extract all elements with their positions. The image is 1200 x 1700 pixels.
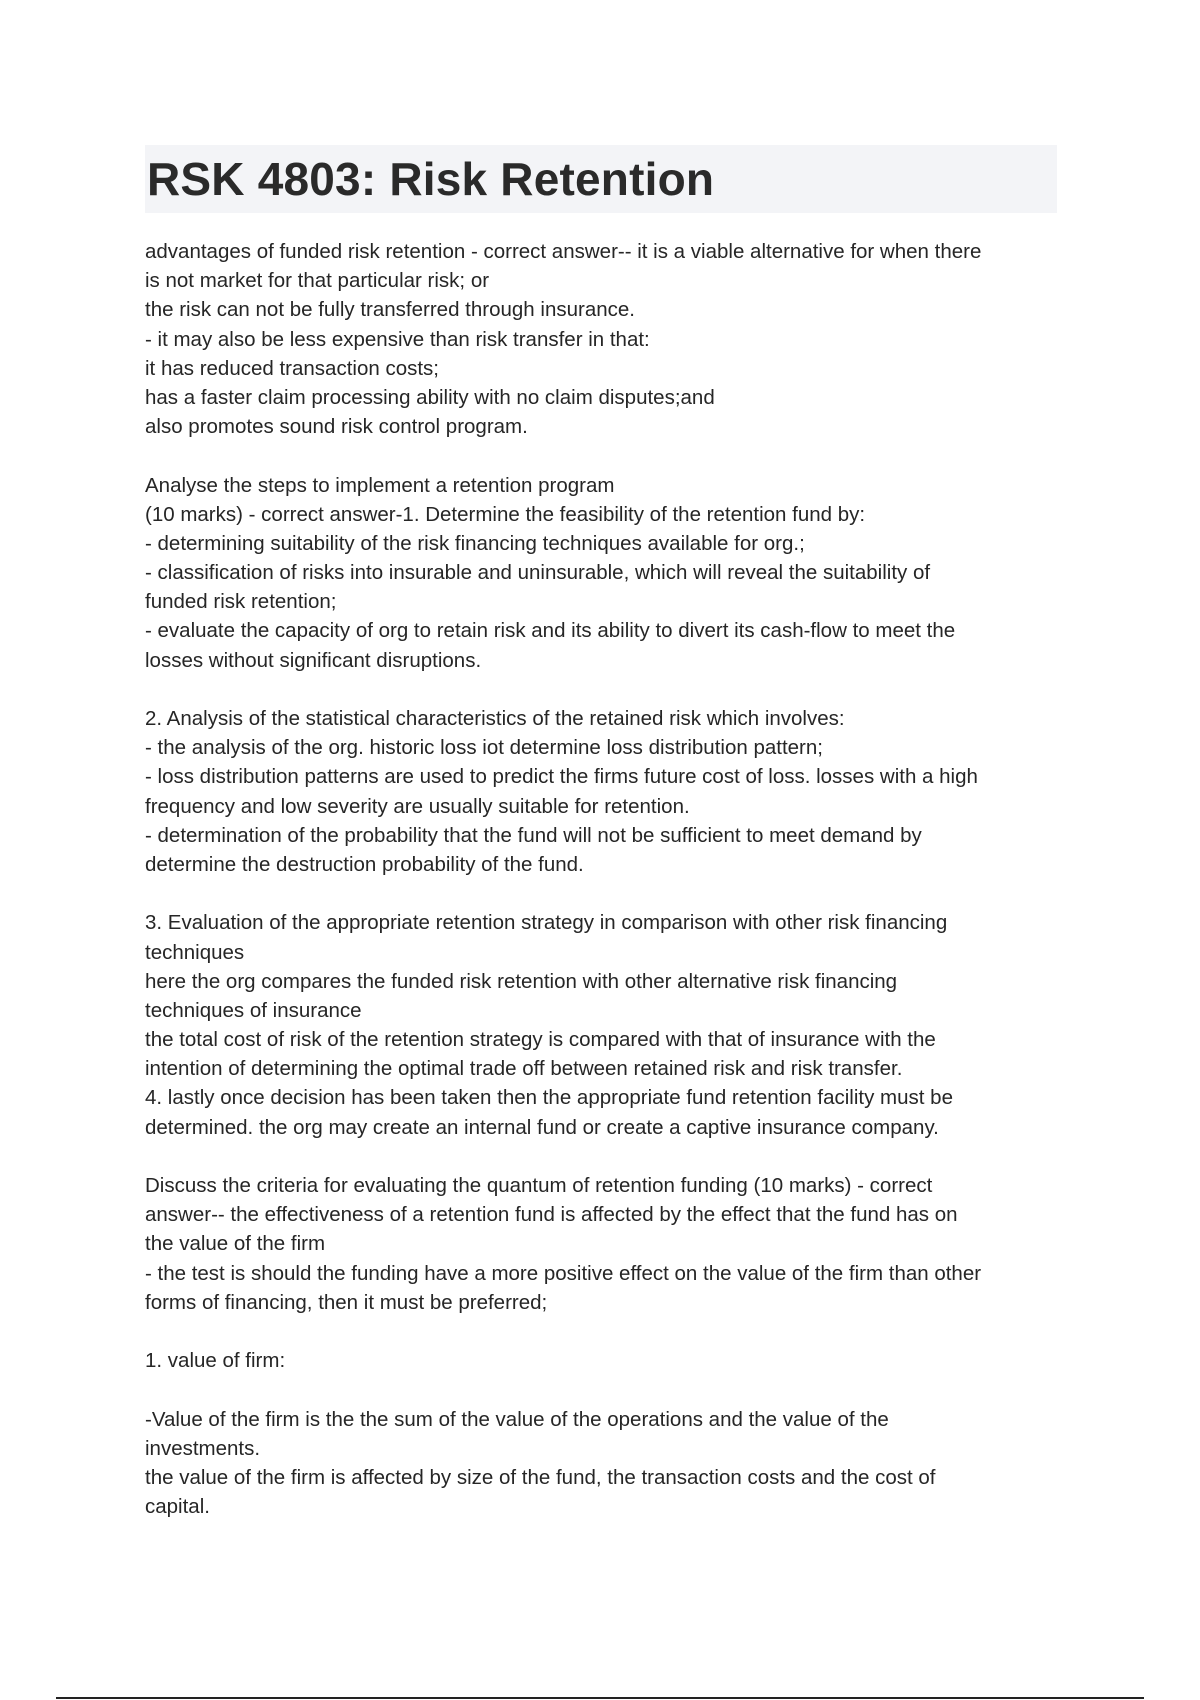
text-line: Discuss the criteria for evaluating the quantum of retention funding (10 marks) - correct: [145, 1174, 933, 1197]
text-line: (10 marks) - correct answer-1. Determine the feasibility of the retention fund by:: [145, 502, 866, 526]
text-line: advantages of funded risk retention - correct answer-- it is a viable alternative for when there: [145, 240, 982, 263]
text-line: -Value of the firm is the the sum of the value of the operations and the value of the: [145, 1407, 889, 1431]
text-line: 4. lastly once decision has been taken then the appropriate fund retention facility must be: [145, 1086, 953, 1110]
text-line: here the org compares the funded risk retention with other alternative risk financing: [145, 969, 898, 993]
text-line: - classification of risks into insurable and uninsurable, which will reveal the suitability of: [145, 561, 931, 585]
text-line: the value of the firm: [145, 1232, 326, 1256]
document-body: [145, 237, 1065, 1521]
text-line: capital.: [145, 1495, 210, 1519]
text-line: 2. Analysis of the statistical characteristics of the retained risk which involves:: [145, 707, 845, 730]
text-line: 1. value of firm:: [145, 1349, 286, 1373]
paragraph-gap: [145, 1142, 1065, 1171]
text-line: is not market for that particular risk; or: [145, 269, 490, 293]
text-line: the total cost of risk of the retention strategy is compared with that of insurance with the: [145, 1028, 936, 1052]
text-line: has a faster claim processing ability with no claim disputes;and: [145, 385, 715, 409]
paragraph-gap: [145, 879, 1065, 908]
text-line: - determining suitability of the risk financing techniques available for org.;: [145, 531, 805, 555]
paragraph-gap: [145, 441, 1065, 470]
paragraph-gap: [145, 1317, 1065, 1346]
text-line: losses without significant disruptions.: [145, 648, 482, 672]
text-line: funded risk retention;: [145, 590, 337, 614]
text-line: Analyse the steps to implement a retention program: [145, 473, 615, 497]
paragraph-gap: [145, 675, 1065, 704]
text-line: also promotes sound risk control program.: [145, 415, 528, 439]
text-line: techniques of insurance: [145, 998, 362, 1022]
paragraph-gap: [145, 1375, 1065, 1404]
text-line: - the test is should the funding have a more positive effect on the value of the firm than other: [145, 1261, 982, 1285]
text-line: - evaluate the capacity of org to retain risk and its ability to divert its cash-flow to meet the: [145, 619, 956, 643]
text-line: - determination of the probability that the fund will not be sufficient to meet demand by: [145, 823, 922, 847]
text-line: determined. the org may create an internal fund or create a captive insurance company.: [145, 1115, 939, 1139]
text-line: answer-- the effectiveness of a retention fund is affected by the effect that the fund has on: [145, 1203, 958, 1227]
text-line: - it may also be less expensive than risk transfer in that:: [145, 327, 650, 351]
text-line: intention of determining the optimal trade off between retained risk and risk transfer.: [145, 1057, 903, 1081]
page-bottom-rule: [56, 1697, 1144, 1699]
text-line: it has reduced transaction costs;: [145, 356, 439, 380]
text-line: investments.: [145, 1436, 261, 1460]
text-line: 3. Evaluation of the appropriate retention strategy in comparison with other risk financing: [145, 911, 948, 935]
text-line: the value of the firm is affected by size of the fund, the transaction costs and the cost of: [145, 1465, 936, 1489]
text-line: - loss distribution patterns are used to predict the firms future cost of loss. losses with a high: [145, 765, 978, 789]
text-line: forms of financing, then it must be preferred;: [145, 1290, 548, 1314]
title-banner: [145, 145, 1057, 213]
page-title: RSK 4803: Risk Retention: [147, 153, 715, 205]
text-line: determine the destruction probability of the fund.: [145, 852, 584, 876]
text-line: techniques: [145, 940, 245, 964]
text-line: frequency and low severity are usually suitable for retention.: [145, 794, 690, 818]
text-line: - the analysis of the org. historic loss iot determine loss distribution pattern;: [145, 736, 823, 760]
text-line: the risk can not be fully transferred through insurance.: [145, 298, 635, 322]
